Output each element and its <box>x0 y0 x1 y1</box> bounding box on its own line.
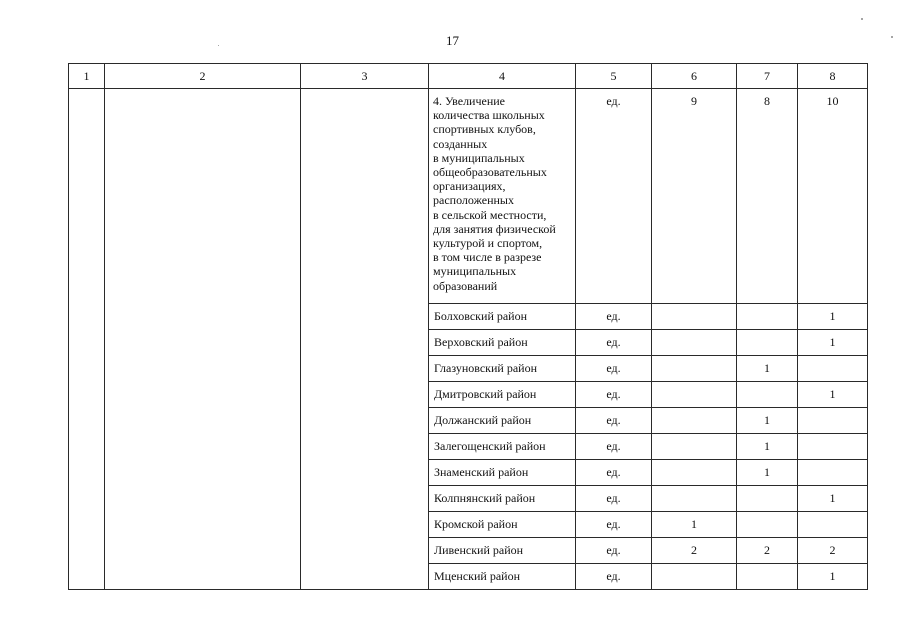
indicator-col7-cell <box>737 89 798 304</box>
district-unit: ед. <box>576 304 652 330</box>
district-col8 <box>798 408 868 434</box>
indicator-unit: ед. <box>606 94 621 108</box>
district-col7: 2 <box>737 538 798 564</box>
district-name: Должанский район <box>429 408 576 434</box>
district-unit: ед. <box>576 486 652 512</box>
district-col7 <box>737 304 798 330</box>
district-name: Знаменский район <box>429 460 576 486</box>
indicator-name <box>429 89 575 293</box>
indicator-line: расположенных <box>433 193 514 208</box>
column-number-row <box>69 64 868 89</box>
district-col6 <box>652 564 737 590</box>
district-col7: 1 <box>737 434 798 460</box>
district-col7: 1 <box>737 408 798 434</box>
empty-cell-col1 <box>69 89 105 590</box>
district-unit: ед. <box>576 434 652 460</box>
indicator-line: культурой и спортом, <box>433 236 543 251</box>
district-col6: 1 <box>652 512 737 538</box>
column-header: 8 <box>798 64 868 89</box>
district-col6 <box>652 486 737 512</box>
district-col7 <box>737 486 798 512</box>
indicator-line: созданных <box>433 136 488 151</box>
district-name: Глазуновский район <box>429 356 576 382</box>
indicator-line: образований <box>433 278 498 293</box>
district-col7: 1 <box>737 460 798 486</box>
indicator-line: 4. Увеличение <box>433 94 506 108</box>
district-name: Мценский район <box>429 564 576 590</box>
indicator-row <box>69 89 868 304</box>
district-name: Дмитровский район <box>429 382 576 408</box>
district-unit: ед. <box>576 460 652 486</box>
district-col7 <box>737 512 798 538</box>
district-unit: ед. <box>576 356 652 382</box>
district-name: Кромской район <box>429 512 576 538</box>
district-col6 <box>652 460 737 486</box>
scan-speck <box>891 36 893 38</box>
district-col7: 1 <box>737 356 798 382</box>
indicator-name-cell <box>429 89 576 304</box>
indicator-col6-cell <box>652 89 737 304</box>
column-header: 2 <box>105 64 301 89</box>
indicator-col8-value: 10 <box>826 94 839 108</box>
district-col6 <box>652 330 737 356</box>
district-col8: 2 <box>798 538 868 564</box>
district-col8 <box>798 460 868 486</box>
scan-speck <box>218 45 219 46</box>
indicator-col8-cell <box>798 89 868 304</box>
district-unit: ед. <box>576 564 652 590</box>
district-col6 <box>652 356 737 382</box>
indicator-line: организациях, <box>433 179 506 194</box>
district-col8 <box>798 434 868 460</box>
indicator-table-container <box>68 63 868 590</box>
district-col7 <box>737 564 798 590</box>
indicator-line: в том числе в разрезе <box>433 250 542 265</box>
district-col6 <box>652 408 737 434</box>
district-unit: ед. <box>576 408 652 434</box>
indicator-table <box>68 63 868 590</box>
district-unit: ед. <box>576 512 652 538</box>
district-col8: 1 <box>798 304 868 330</box>
indicator-col6-value: 9 <box>691 94 697 108</box>
column-header: 6 <box>652 64 737 89</box>
district-unit: ед. <box>576 382 652 408</box>
scan-speck <box>861 18 863 20</box>
district-col6 <box>652 304 737 330</box>
column-header: 1 <box>69 64 105 89</box>
indicator-line: общеобразовательных <box>433 165 547 180</box>
district-name: Залегощенский район <box>429 434 576 460</box>
district-name: Болховский район <box>429 304 576 330</box>
column-header: 5 <box>576 64 652 89</box>
district-col7 <box>737 382 798 408</box>
district-col6 <box>652 434 737 460</box>
empty-cell-col3 <box>301 89 429 590</box>
district-col8 <box>798 512 868 538</box>
district-col8: 1 <box>798 330 868 356</box>
page-number: 17 <box>446 33 459 48</box>
column-header: 4 <box>429 64 576 89</box>
indicator-line: в муниципальных <box>433 150 525 165</box>
district-col7 <box>737 330 798 356</box>
district-unit: ед. <box>576 330 652 356</box>
indicator-col7-value: 8 <box>764 94 770 108</box>
district-col8: 1 <box>798 382 868 408</box>
indicator-line: в сельской местности, <box>433 207 547 222</box>
column-header: 3 <box>301 64 429 89</box>
indicator-line: спортивных клубов, <box>433 122 536 137</box>
district-col8 <box>798 356 868 382</box>
district-col8: 1 <box>798 564 868 590</box>
indicator-line: для занятия физической <box>433 221 556 236</box>
district-col6 <box>652 382 737 408</box>
district-name: Колпнянский район <box>429 486 576 512</box>
indicator-line: количества школьных <box>433 108 545 123</box>
district-col6: 2 <box>652 538 737 564</box>
indicator-line: муниципальных <box>433 264 517 279</box>
district-name: Ливенский район <box>429 538 576 564</box>
column-header: 7 <box>737 64 798 89</box>
district-unit: ед. <box>576 538 652 564</box>
district-col8: 1 <box>798 486 868 512</box>
indicator-unit-cell <box>576 89 652 304</box>
district-name: Верховский район <box>429 330 576 356</box>
empty-cell-col2 <box>105 89 301 590</box>
